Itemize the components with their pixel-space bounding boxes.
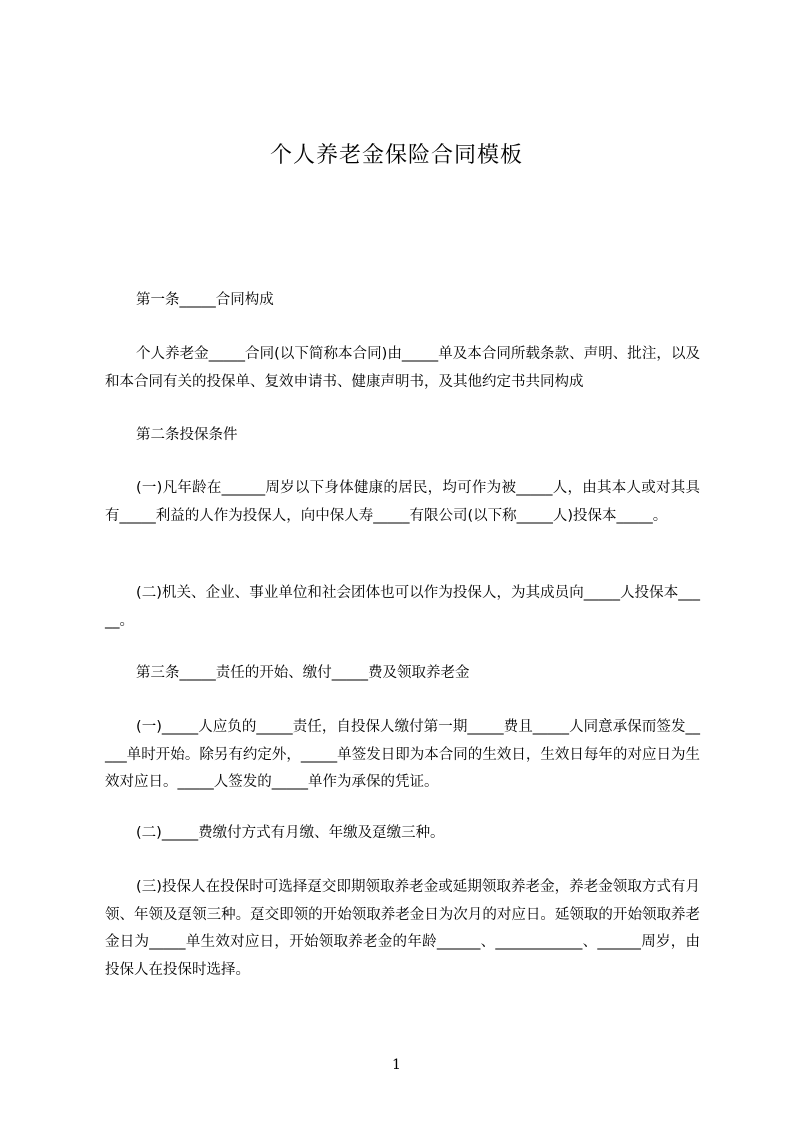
page-title: 个人养老金保险合同模板 (269, 143, 523, 168)
article-2-item-1: (一)凡年龄在______周岁以下身体健康的居民，均可作为被_____人，由其本人或对其具有_____利益的人作为投保人，向中保人寿_____有限公司(以下称_____人)投保本_____。 (105, 480, 700, 524)
article-3-item-1: (一)_____人应负的_____责任，自投保人缴付第一期_____费且_____人同意承保而签发_____单时开始。除另有约定外，_____单签发日即为本合同的生效日，生效日每年的对应日为生效对应日。_____人签发的_____单作为承保的凭证。 (105, 719, 700, 790)
page-number: 1 (392, 1057, 401, 1073)
article-3-heading: 第三条_____责任的开始、缴付_____费及领取养老金 (136, 665, 470, 681)
article-2-heading: 第二条投保条件 (136, 427, 238, 443)
article-1-paragraph: 个人养老金_____合同(以下简称本合同)由_____单及本合同所载条款、声明、批注，以及和本合同有关的投保单、复效申请书、健康声明书，及其他约定书共同构成 (105, 346, 700, 390)
article-3-item-2: (二)_____费缴付方式有月缴、年缴及趸缴三种。 (136, 825, 445, 841)
article-2-item-2: (二)机关、企业、事业单位和社会团体也可以作为投保人，为其成员向_____人投保本_____。 (105, 585, 700, 629)
article-1-heading: 第一条_____合同构成 (136, 292, 274, 308)
article-3-item-3: (三)投保人在投保时可选择趸交即期领取养老金或延期领取养老金，养老金领取方式有月领、年领及趸领三种。趸交即领的开始领取养老金日为次月的对应日。延领取的开始领取养老金日为_____单生效对应日，开始领取养老金的年龄______、____________、______周岁，由投保人在投保时选择。 (105, 879, 700, 978)
